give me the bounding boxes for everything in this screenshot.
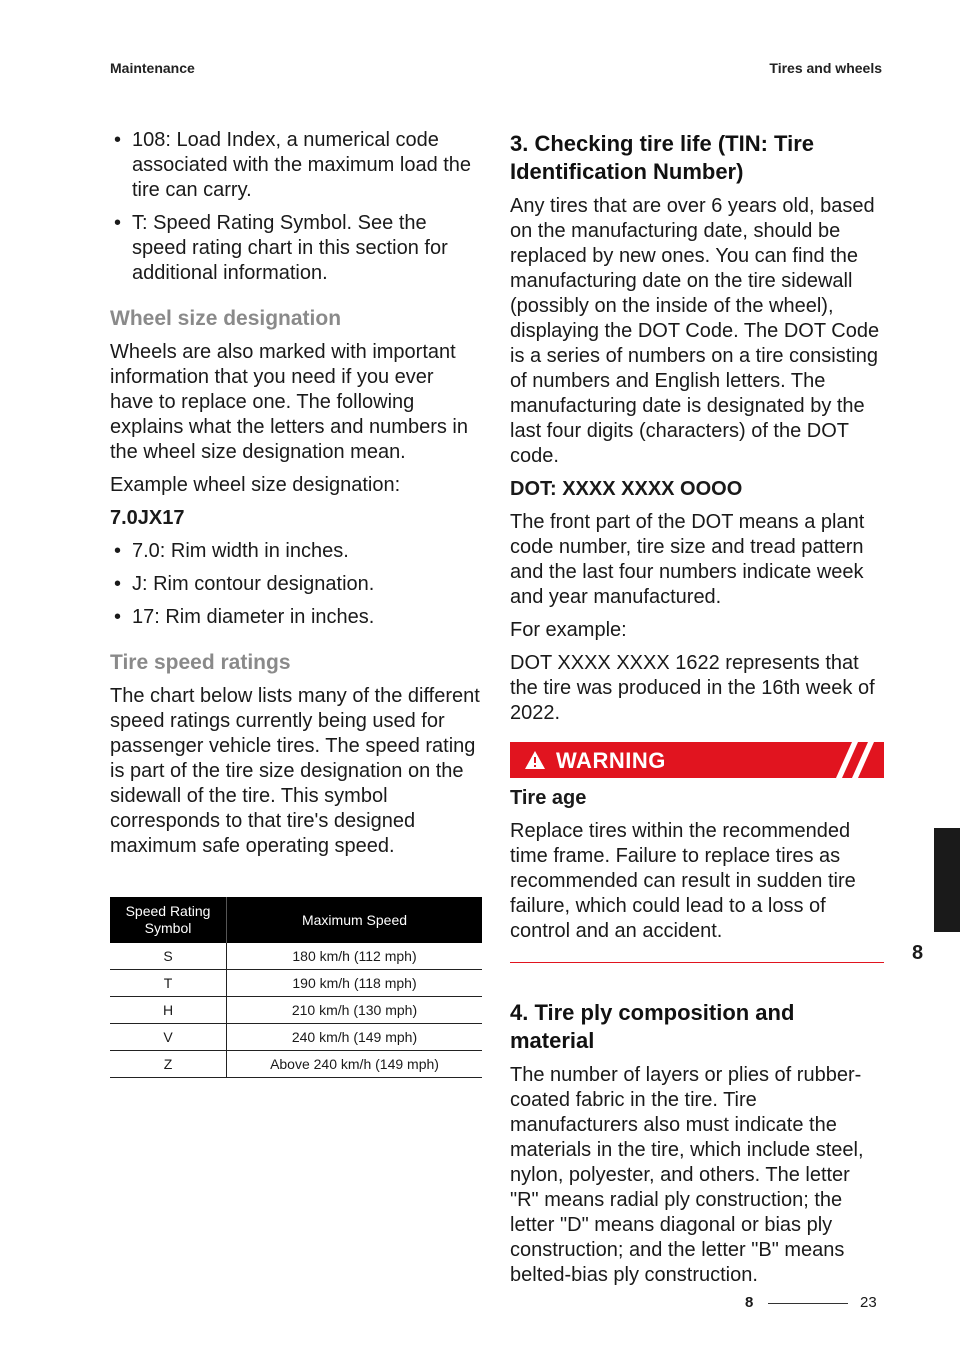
list-item: • 7.0: Rim width in inches. (110, 539, 482, 564)
chapter-tab (934, 828, 960, 932)
warning-label: WARNING (556, 747, 666, 773)
load-speed-bullets (110, 128, 482, 286)
wheel-size-example-label: Example wheel size designation: (110, 474, 401, 496)
table-header-symbol: Speed Rating Symbol (110, 897, 227, 943)
wheel-size-example-value: 7.0JX17 (110, 507, 185, 529)
footer-divider (768, 1303, 848, 1304)
warning-triangle-icon (524, 750, 546, 770)
tin-paragraph: Any tires that are over 6 years old, based on the manufacturing date, should be replaced by new ones. You can find the manufacturing date on the tire sidewall (possibly on the inside of the wheel), displaying the DOT Code. The DOT Code is a series of numbers on a tire consisting of numbers and English letters. The manufacturing date is designated by the last four digits (characters) of the DOT code. (510, 195, 880, 467)
tin-paragraph: The front part of the DOT means a plant code number, tire size and tread pattern and the last four numbers indicate week and year manufactured. (510, 511, 865, 608)
warning-end-rule (510, 962, 884, 963)
ply-section-title: 4. Tire ply composition and material (510, 1000, 795, 1053)
tin-paragraph: For example: (510, 619, 627, 641)
running-header-topic: Tires and wheels (769, 60, 882, 76)
max-speed-cell: 240 km/h (149 mph) (227, 1024, 483, 1051)
table-header-max-speed: Maximum Speed (227, 897, 483, 943)
speed-symbol-cell: V (110, 1024, 227, 1051)
ply-paragraph: The number of layers or plies of rubber-coated fabric in the tire. Tire manufacturers also must indicate the materials in the tire, which include steel, nylon, polyester, and others. The letter "R" means radial ply construction; the letter "D" means diagonal or bias ply construction; and the letter "B" means belted-bias ply construction. (510, 1064, 864, 1286)
wheel-size-intro: Wheels are also marked with important information that you need if you ever have to replace one. The following explains what the letters and numbers in the wheel size designation mean. (110, 341, 468, 463)
dot-format: DOT: XXXX XXXX OOOO (510, 478, 743, 500)
table-row (110, 1051, 482, 1078)
warning-stripes-decoration (830, 742, 878, 778)
wheel-size-bullets (110, 539, 482, 630)
table-row (110, 943, 482, 970)
tin-paragraph: DOT XXXX XXXX 1622 represents that the tire was produced in the 16th week of 2022. (510, 652, 875, 724)
speed-symbol-cell: Z (110, 1051, 227, 1078)
max-speed-cell: 210 km/h (130 mph) (227, 997, 483, 1024)
list-item: • J: Rim contour designation. (110, 572, 482, 597)
warning-banner (510, 742, 884, 778)
speed-symbol-cell: T (110, 970, 227, 997)
max-speed-cell: Above 240 km/h (149 mph) (227, 1051, 483, 1078)
left-column (110, 128, 482, 1078)
list-item: • 17: Rim diameter in inches. (110, 605, 482, 630)
running-header-section: Maintenance (110, 60, 195, 76)
max-speed-cell: 180 km/h (112 mph) (227, 943, 483, 970)
speed-symbol-cell: H (110, 997, 227, 1024)
speed-ratings-intro: The chart below lists many of the different speed ratings currently being used for passenger vehicle tires. The speed rating is part of the tire size designation on the sidewall of the tire. This symbol corresponds to that tire's designed maximum safe operating speed. (110, 685, 480, 857)
footer-chapter-number: 8 (745, 1294, 754, 1311)
table-row (110, 1024, 482, 1051)
footer-page-number: 23 (860, 1294, 877, 1311)
wheel-size-heading: Wheel size designation (110, 307, 342, 330)
table-row (110, 997, 482, 1024)
table-row (110, 970, 482, 997)
right-column (510, 130, 884, 1296)
speed-rating-table (110, 897, 482, 1078)
list-item: • T: Speed Rating Symbol. See the speed rating chart in this section for additional information. (110, 211, 482, 286)
list-item: • 108: Load Index, a numerical code associated with the maximum load the tire can carry. (110, 128, 482, 203)
speed-symbol-cell: S (110, 943, 227, 970)
speed-ratings-heading: Tire speed ratings (110, 651, 291, 674)
chapter-tab-number: 8 (912, 942, 924, 964)
tin-section-title: 3. Checking tire life (TIN: Tire Identification Number) (510, 131, 814, 184)
max-speed-cell: 190 km/h (118 mph) (227, 970, 483, 997)
warning-text: Replace tires within the recommended time frame. Failure to replace tires as recommended can result in sudden tire failure, which could lead to a loss of control and an accident. (510, 820, 856, 942)
warning-title: Tire age (510, 787, 587, 809)
